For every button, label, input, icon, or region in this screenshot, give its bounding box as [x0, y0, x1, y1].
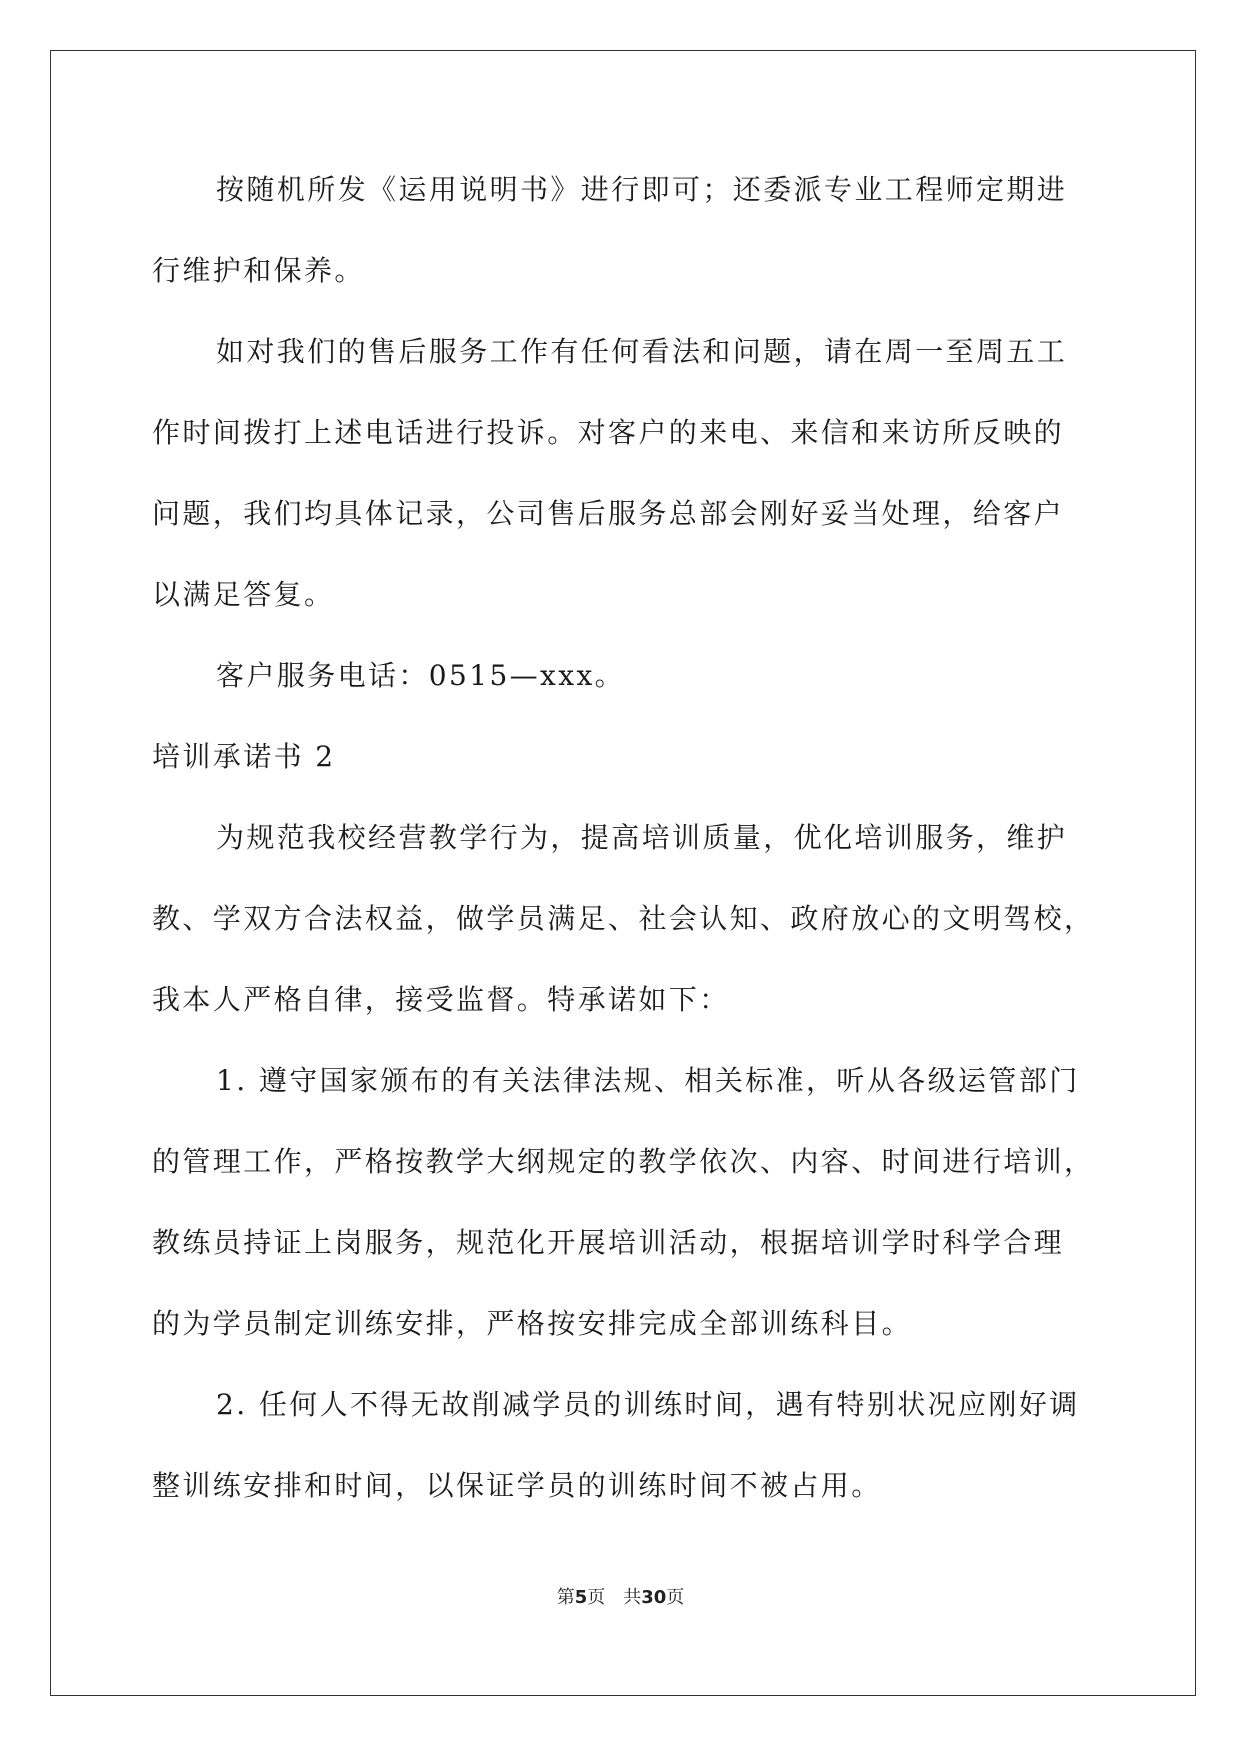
page-border: [50, 50, 1196, 1696]
total-suffix: 页: [666, 1587, 685, 1608]
paragraph-line: 的为学员制定训练安排，严格按安排完成全部训练科目。: [152, 1307, 913, 1340]
paragraph-line: 我本人严格自律，接受监督。特承诺如下：: [152, 983, 730, 1016]
section-heading: 培训承诺书 2: [152, 740, 336, 773]
page-prefix: 第: [556, 1587, 575, 1608]
paragraph-line: 教练员持证上岗服务，规范化开展培训活动，根据培训学时科学合理: [152, 1226, 1065, 1259]
paragraph-line: 为规范我校经营教学行为，提高培训质量，优化培训服务，维护: [216, 821, 1068, 854]
total-pages: 30: [641, 1587, 667, 1608]
page-number: 5: [574, 1587, 588, 1608]
paragraph-line: 如对我们的售后服务工作有任何看法和问题，请在周一至周五工: [216, 335, 1068, 368]
paragraph-line: 整训练安排和时间，以保证学员的训练时间不被占用。: [152, 1469, 882, 1502]
page-suffix: 页: [587, 1587, 606, 1608]
paragraph-line: 按随机所发《运用说明书》进行即可；还委派专业工程师定期进: [216, 173, 1068, 206]
paragraph-line: 客户服务电话：0515—xxx。: [216, 659, 626, 692]
paragraph-line: 教、学双方合法权益，做学员满足、社会认知、政府放心的文明驾校，: [152, 902, 1095, 935]
paragraph-line: 问题，我们均具体记录，公司售后服务总部会刚好妥当处理，给客户: [152, 497, 1065, 530]
paragraph-line: 作时间拨打上述电话进行投诉。对客户的来电、来信和来访所反映的: [152, 416, 1065, 449]
paragraph-line: 的管理工作，严格按教学大纲规定的教学依次、内容、时间进行培训，: [152, 1145, 1095, 1178]
paragraph-line: 2. 任何人不得无故削减学员的训练时间，遇有特别状况应刚好调: [216, 1388, 1080, 1421]
total-prefix: 共: [623, 1587, 642, 1608]
paragraph-line: 以满足答复。: [152, 578, 335, 611]
paragraph-line: 1. 遵守国家颁布的有关法律法规、相关标准，听从各级运管部门: [216, 1064, 1080, 1097]
page-footer: [0, 1586, 1241, 1610]
paragraph-line: 行维护和保养。: [152, 254, 365, 287]
